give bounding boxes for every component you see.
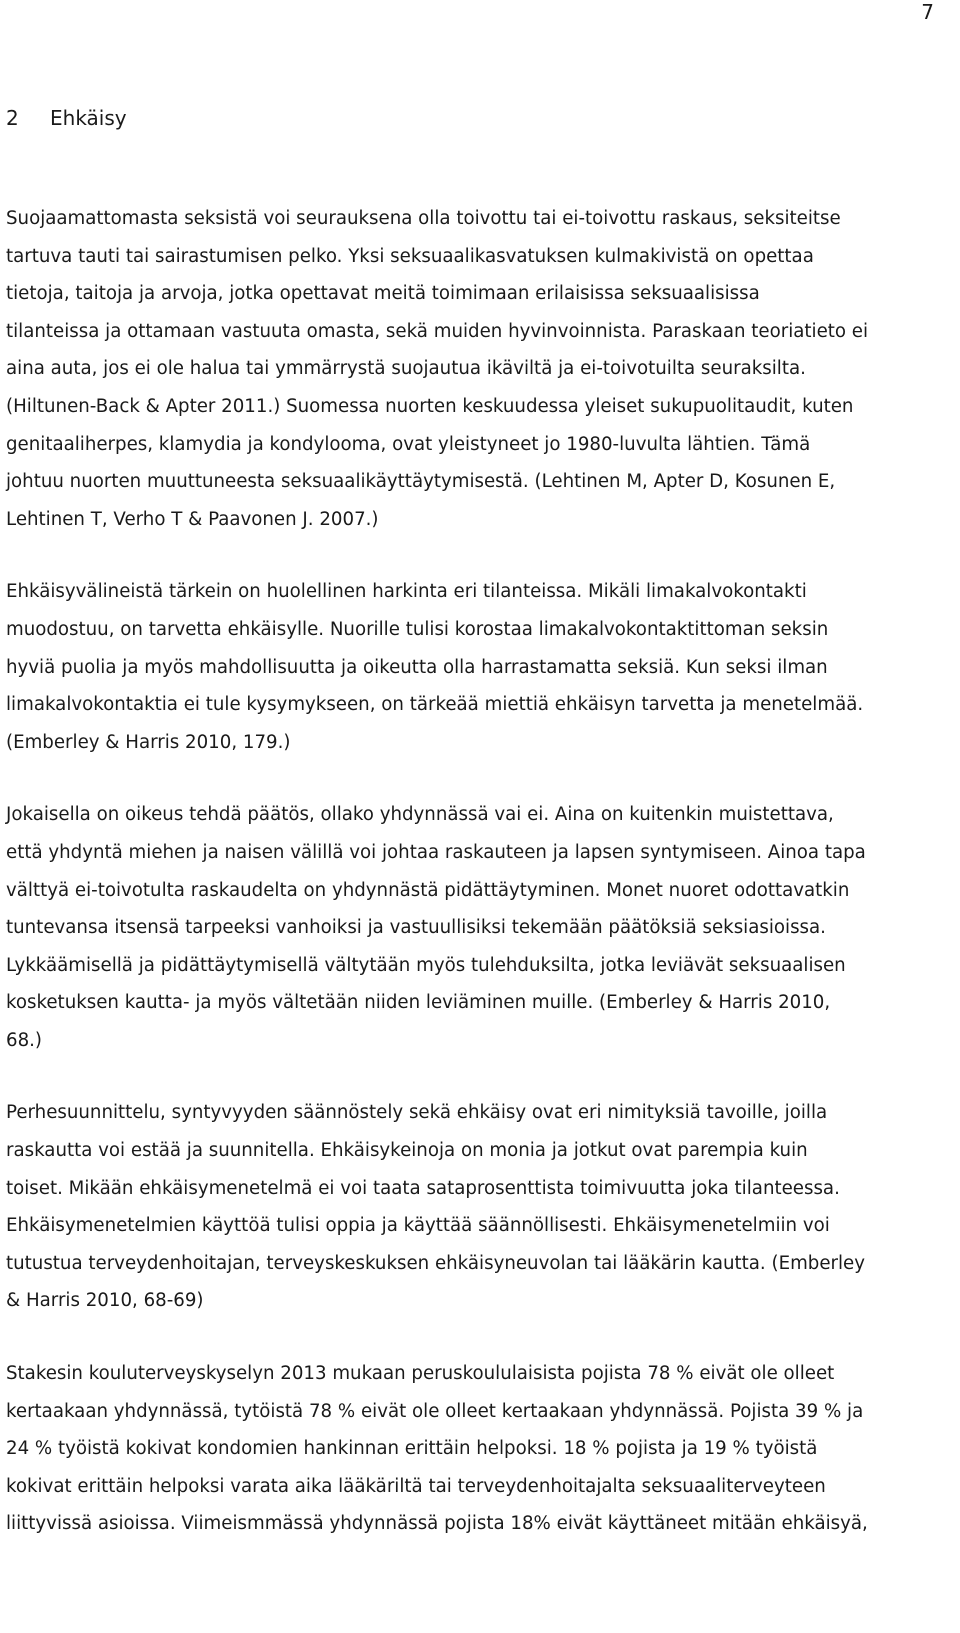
text-line: Lehtinen T, Verho T & Paavonen J. 2007.) [6,508,379,530]
body-text [6,200,942,1578]
text-line: Perhesuunnittelu, syntyvyyden säännöstely sekä ehkäisy ovat eri nimityksiä tavoille, joilla [6,1102,828,1124]
paragraph-suojaus [6,200,942,538]
text-line: raskautta voi estää ja suunnitella. Ehkäisykeinoja on monia ja jotkut ovat parempia kuin [6,1140,808,1162]
text-line: tilanteissa ja ottamaan vastuuta omasta, sekä muiden hyvinvoinnista. Paraskaan teoriatieto ei [6,320,869,342]
text-line: Ehkäisymenetelmien käyttöä tulisi oppia ja käyttää säännöllisesti. Ehkäisymenetelmiin voi [6,1215,830,1237]
text-line: 68.) [6,1029,43,1051]
paragraph-kouluterveyskysely [6,1355,942,1543]
text-line: Ehkäisyvälineistä tärkein on huolellinen harkinta eri tilanteissa. Mikäli limakalvokontakti [6,581,807,603]
text-line: hyviä puolia ja myös mahdollisuutta ja oikeutta olla harrastamatta seksiä. Kun seksi ilman [6,656,828,678]
paragraph-paatos [6,796,942,1059]
text-line: (Emberley & Harris 2010, 179.) [6,731,291,753]
text-line: tuntevansa itsensä tarpeeksi vanhoiksi ja vastuullisiksi tekemään päätöksiä seksiasioissa. [6,917,826,939]
text-line: liittyvissä asioissa. Viimeismmässä yhdynnässä pojista 18% eivät käyttäneet mitään ehkäisyä, [6,1513,868,1535]
text-line: Jokaisella on oikeus tehdä päätös, ollako yhdynnässä vai ei. Aina on kuitenkin muistettava, [6,804,834,826]
paragraph-ehkaisyvalineet [6,573,942,761]
section-number: 2 [6,106,19,130]
text-line: tietoja, taitoja ja arvoja, jotka opettavat meitä toimimaan erilaisissa seksuaalisissa [6,283,760,305]
text-line: genitaaliherpes, klamydia ja kondylooma, ovat yleistyneet jo 1980-luvulta lähtien. Tämä [6,433,811,455]
text-line: (Hiltunen-Back & Apter 2011.) Suomessa nuorten keskuudessa yleiset sukupuolitaudit, kuten [6,395,854,417]
text-line: muodostuu, on tarvetta ehkäisylle. Nuorille tulisi korostaa limakalvokontaktittoman seksin [6,618,829,640]
text-line: Stakesin kouluterveyskyselyn 2013 mukaan peruskoululaisista pojista 78 % eivät ole olleet [6,1363,835,1385]
text-line: Suojaamattomasta seksistä voi seurauksena olla toivottu tai ei-toivottu raskaus, seksiteitse [6,208,841,229]
text-line: aina auta, jos ei ole halua tai ymmärrystä suojautua ikäviltä ja ei-toivotuilta seuraksilta. [6,358,806,380]
text-line: tutustua terveydenhoitajan, terveyskeskuksen ehkäisyneuvolan tai lääkärin kautta. (Emberley [6,1252,866,1274]
text-line: johtuu nuorten muuttuneesta seksuaalikäyttäytymisestä. (Lehtinen M, Apter D, Kosunen E, [6,471,836,493]
text-line: Lykkäämisellä ja pidättäytymisellä vältytään myös tulehduksilta, jotka leviävät seksuaalisen [6,954,846,976]
text-line: kokivat erittäin helpoksi varata aika lääkäriltä tai terveydenhoitajalta seksuaaliterveyteen [6,1475,826,1497]
text-line: toiset. Mikään ehkäisymenetelmä ei voi taata sataprosenttista toimivuutta joka tilanteessa. [6,1177,840,1199]
text-line: kosketuksen kautta- ja myös vältetään niiden leviäminen muille. (Emberley & Harris 2010, [6,992,831,1014]
text-line: välttyä ei-toivotulta raskaudelta on yhdynnästä pidättäytyminen. Monet nuoret odottavatkin [6,879,850,901]
text-line: tartuva tauti tai sairastumisen pelko. Yksi seksuaalikasvatuksen kulmakivistä on opettaa [6,245,814,267]
text-line: kertaakaan yhdynnässä, tytöistä 78 % eivät ole olleet kertaakaan yhdynnässä. Pojista 39 % ja [6,1400,864,1422]
section-heading [6,104,127,132]
text-line: & Harris 2010, 68-69) [6,1290,204,1312]
paragraph-perhesuunnittelu [6,1094,942,1320]
text-line: että yhdyntä miehen ja naisen välillä voi johtaa raskauteen ja lapsen syntymiseen. Ainoa tapa [6,841,866,863]
text-line: limakalvokontaktia ei tule kysymykseen, on tärkeää miettiä ehkäisyn tarvetta ja menetelmää. [6,694,864,716]
text-line: 24 % työistä kokivat kondomien hankinnan erittäin helpoksi. 18 % pojista ja 19 % työistä [6,1438,818,1460]
section-title: Ehkäisy [50,106,127,130]
page-number: 7 [921,0,934,24]
